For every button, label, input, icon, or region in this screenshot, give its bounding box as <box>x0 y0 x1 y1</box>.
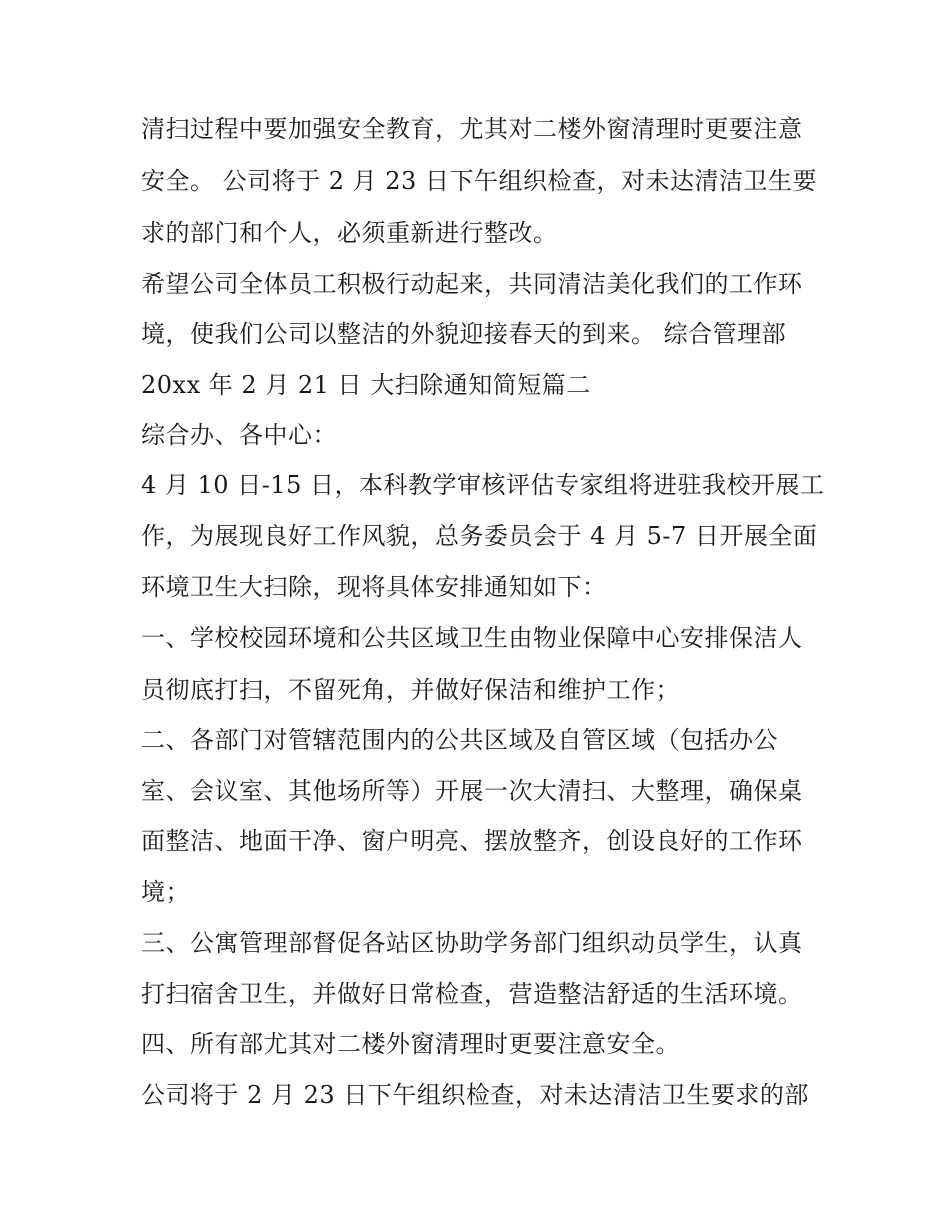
text-line: 清扫过程中要加强安全教育，尤其对二楼外窗清理时更要注意 <box>141 115 803 143</box>
text-line: 综合办、各中心： <box>141 421 337 449</box>
text-line: 打扫宿舍卫生，并做好日常检查，营造整洁舒适的生活环境。 <box>141 980 803 1008</box>
text-line: 境； <box>141 878 190 906</box>
text-line: 希望公司全体员工积极行动起来，共同清洁美化我们的工作环 <box>141 270 803 298</box>
text-line: 二、各部门对管辖范围内的公共区域及自管区域（包括办公 <box>141 726 778 754</box>
text-line: 三、公寓管理部督促各站区协助学务部门组织动员学生，认真 <box>141 929 803 957</box>
text-line: 境，使我们公司以整洁的外貌迎接春天的到来。 综合管理部 <box>141 320 787 348</box>
text-line: 四、所有部尤其对二楼外窗清理时更要注意安全。 <box>141 1030 680 1058</box>
text-line: 4 月 10 日-15 日，本科教学审核评估专家组将进驻我校开展工 <box>141 471 825 499</box>
text-line: 环境卫生大扫除，现将具体安排通知如下： <box>141 573 607 601</box>
text-line: 公司将于 2 月 23 日下午组织检查，对未达清洁卫生要求的部 <box>141 1081 809 1109</box>
text-line: 20xx 年 2 月 21 日 大扫除通知简短篇二 <box>141 371 591 399</box>
text-line: 面整洁、地面干净、窗户明亮、摆放整齐，创设良好的工作环 <box>141 827 803 855</box>
text-line: 一、学校校园环境和公共区域卫生由物业保障中心安排保洁人 <box>141 624 803 652</box>
text-line: 室、会议室、其他场所等）开展一次大清扫、大整理，确保桌 <box>141 777 803 805</box>
text-line: 作，为展现良好工作风貌，总务委员会于 4 月 5-7 日开展全面 <box>141 522 818 550</box>
text-line: 员彻底打扫，不留死角，并做好保洁和维护工作； <box>141 676 680 704</box>
text-line: 安全。 公司将于 2 月 23 日下午组织检查，对未达清洁卫生要 <box>141 167 817 195</box>
text-line: 求的部门和个人，必须重新进行整改。 <box>141 219 558 247</box>
